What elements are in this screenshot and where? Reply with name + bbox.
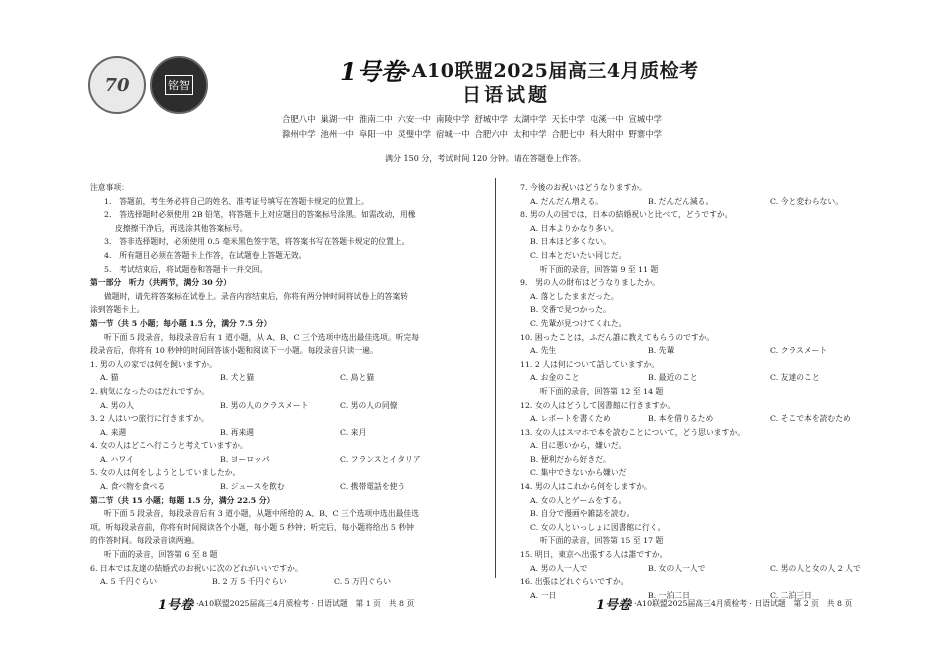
question: 9. 男の人の財布はどうなりましたか。 xyxy=(520,278,660,288)
page-footer-left xyxy=(158,594,414,613)
question-options xyxy=(520,562,880,576)
option[interactable]: C. 先輩が見つけてくれた。 xyxy=(530,318,627,328)
brand-mark: 1号卷 xyxy=(340,57,405,86)
option-b[interactable]: B. 2 万 5 千円ぐらい xyxy=(212,577,287,587)
notice-item: 1. 答题前，考生务必将自己的姓名、准考证号填写在答题卡规定的位置上。 xyxy=(104,196,369,206)
section2-desc: 听下面 5 段录音，每段录音后有 3 道小题，从题中所给的 A、B、C 三个选项中选出最佳选 xyxy=(104,509,420,519)
option-b[interactable]: B. 再来週 xyxy=(220,427,255,437)
schools-row-1 xyxy=(282,112,667,127)
question: 10. 困ったことは，ふだん誰に教えてもらうのですか。 xyxy=(520,332,715,342)
option-a[interactable]: A. ハワイ xyxy=(100,454,134,464)
question: 16. 出張はどれぐらいですか。 xyxy=(520,577,629,587)
option-a[interactable]: A. 食べ物を食べる xyxy=(100,482,166,492)
question-options xyxy=(520,195,880,209)
column-divider xyxy=(495,178,496,578)
option-b[interactable]: B. 男の人のクラスメート xyxy=(220,400,309,410)
option-b[interactable]: B. 一泊二日 xyxy=(648,590,690,600)
option-c[interactable]: C. 携帯電話を使う xyxy=(340,482,406,492)
option[interactable]: A. 日本よりかなり多い。 xyxy=(530,223,619,233)
school-seal-logo xyxy=(88,56,146,114)
option-a[interactable]: A. 先生 xyxy=(530,346,557,356)
option-b[interactable]: B. 最近のこと xyxy=(648,373,698,383)
question-options xyxy=(520,344,880,358)
question-options xyxy=(90,371,485,385)
option[interactable]: B. 日本ほど多くない。 xyxy=(530,237,611,247)
option-c[interactable]: C. 友達のこと xyxy=(770,373,820,383)
question: 4. 女の人はどこへ行こうと考えていますか。 xyxy=(90,441,248,451)
option-b[interactable]: B. だんだん減る。 xyxy=(648,196,714,206)
notice-item: 5. 考试结束后，将试题卷和答题卡一并交回。 xyxy=(104,264,268,274)
school-name: 合肥八中 xyxy=(282,114,316,124)
option-a[interactable]: A. だんだん増える。 xyxy=(530,196,603,206)
option[interactable]: C. 日本とだいたい同じだ。 xyxy=(530,250,627,260)
school-name: 屯溪一中 xyxy=(590,114,624,124)
school-name: 灵璧中学 xyxy=(397,129,431,139)
footer-text: ·A10联盟2025届高三4月质检考 · 日语试题 第 1 页 共 8 页 xyxy=(196,599,415,608)
option-a[interactable]: A. お金のこと xyxy=(530,373,580,383)
left-column xyxy=(90,181,485,589)
school-name: 滁州中学 xyxy=(282,129,316,139)
option-c[interactable]: C. 男の人の同僚 xyxy=(340,400,398,410)
school-seal-logo-number: 70 xyxy=(104,74,130,96)
option[interactable]: B. 交番で見つかった。 xyxy=(530,305,611,315)
footer-brand: 1号卷 xyxy=(596,598,632,613)
option-c[interactable]: C. 二泊三日 xyxy=(770,590,812,600)
page-footer-right xyxy=(596,594,852,613)
option-c[interactable]: C. 今と変わらない。 xyxy=(770,196,844,206)
school-name: 南陵中学 xyxy=(436,114,470,124)
option-c[interactable]: C. 男の人と女の人 2 人で xyxy=(770,563,861,573)
school-name: 池州一中 xyxy=(320,129,354,139)
school-name: 科大附中 xyxy=(590,129,624,139)
question: 5. 女の人は何をしようとしていましたか。 xyxy=(90,468,241,478)
section2-desc: 项。听每段录音前，你将有时间阅读各个小题，每小题 5 秒钟；听完后，每小题将给出 5 秒钟 xyxy=(90,522,414,532)
section1-title: 第一节（共 5 小题；每小题 1.5 分，满分 7.5 分） xyxy=(90,318,272,328)
school-name: 宿城一中 xyxy=(436,129,470,139)
question-options xyxy=(90,575,485,589)
school-name: 舒城中学 xyxy=(474,114,508,124)
option[interactable]: B. 自分で漫画や雑誌を読む。 xyxy=(530,509,635,519)
question-options xyxy=(520,371,880,385)
notice-item: 2. 答选择题时必须使用 2B 铅笔，将答题卡上对应题目的答案标号涂黑。如需改动，用橡 xyxy=(104,210,416,220)
school-name: 阜阳一中 xyxy=(359,129,393,139)
option-b[interactable]: B. 先輩 xyxy=(648,346,675,356)
notice-item: 3. 答非选择题时，必须使用 0.5 毫米黑色签字笔，将答案书写在答题卡规定的位置上。 xyxy=(104,237,410,247)
option-a[interactable]: A. 来週 xyxy=(100,427,127,437)
option-b[interactable]: B. 犬と猫 xyxy=(220,373,255,383)
option-c[interactable]: C. 鳥と猫 xyxy=(340,373,375,383)
notice-item: 4. 所有题目必须在答题卡上作答，在试题卷上答题无效。 xyxy=(104,250,307,260)
section1-desc: 段录音后，你将有 10 秒钟的时间回答该小题和阅读下一小题。每段录音只读一遍。 xyxy=(90,346,378,356)
question-options xyxy=(90,480,485,494)
option-b[interactable]: B. ジュースを飲む xyxy=(220,482,285,492)
question: 13. 女の人はスマホで本を読むことについて，どう思いますか。 xyxy=(520,427,745,437)
question: 1. 男の人の家では何を飼いますか。 xyxy=(90,359,217,369)
question: 7. 今後のお祝いはどうなりますか。 xyxy=(520,183,647,192)
question: 12. 女の人はどうして図書館に行きますか。 xyxy=(520,400,676,410)
section-hint: 听下面的录音，回答第 9 至 11 题 xyxy=(540,264,659,274)
right-column xyxy=(520,181,880,602)
option-b[interactable]: B. 女の人一人で xyxy=(648,563,706,573)
option[interactable]: B. 便利だから好きだ。 xyxy=(530,454,611,464)
option[interactable]: A. 目に悪いから，嫌いだ。 xyxy=(530,441,627,451)
part1-desc: 做题时，请先将答案标在试卷上。录音内容结束后，你将有两分钟时间将试卷上的答案转 xyxy=(104,291,409,301)
education-logo xyxy=(150,56,208,114)
school-name: 天长中学 xyxy=(551,114,585,124)
section2-desc: 的作答时间。每段录音读两遍。 xyxy=(90,536,200,546)
school-name: 太湖中学 xyxy=(513,114,547,124)
notice-item-continued: 皮擦擦干净后，再选涂其他答案标号。 xyxy=(115,223,248,233)
section1-desc: 听下面 5 段录音，每段录音后有 1 道小题，从 A、B、C 三个选项中选出最佳选项。听完每 xyxy=(104,332,420,342)
option-a[interactable]: A. 5 千円ぐらい xyxy=(100,577,158,587)
education-logo-text: 铭智 xyxy=(165,75,193,95)
exam-title-text: ·A10联盟2025届高三4月质检考 xyxy=(404,60,699,82)
question-options xyxy=(90,426,485,440)
option[interactable]: C. 集中できないから嫌いだ xyxy=(530,468,627,478)
school-name: 合肥七中 xyxy=(551,129,585,139)
option-a[interactable]: A. 男の人 xyxy=(100,400,134,410)
question: 14. 男の人はこれから何をしますか。 xyxy=(520,482,652,492)
option-a[interactable]: A. 猫 xyxy=(100,373,119,383)
question-options xyxy=(520,412,880,426)
option-c[interactable]: C. フランスとイタリア xyxy=(340,454,421,464)
option-c[interactable]: C. 5 万円ぐらい xyxy=(334,577,392,587)
option-a[interactable]: A. レポートを書くため xyxy=(530,414,611,424)
schools-list xyxy=(282,112,667,142)
option-b[interactable]: B. ヨーロッパ xyxy=(220,454,270,464)
option-c[interactable]: C. クラスメート xyxy=(770,346,828,356)
school-name: 淮南二中 xyxy=(359,114,393,124)
footer-brand: 1号卷 xyxy=(158,598,194,613)
section2-title: 第二节（共 15 小题；每题 1.5 分，满分 22.5 分） xyxy=(90,495,275,505)
question: 15. 明日，東京へ出張する人は誰ですか。 xyxy=(520,550,668,560)
school-name: 巢湖一中 xyxy=(320,114,354,124)
option-c[interactable]: C. そこで本を読むため xyxy=(770,414,851,424)
question: 3. 2 人はいつ旅行に行きますか。 xyxy=(90,414,209,424)
question: 8. 男の人の国では，日本の結婚祝いと比べて，どうですか。 xyxy=(520,210,733,220)
option-a[interactable]: A. 一日 xyxy=(530,590,557,600)
part1-desc: 涂到答题卡上。 xyxy=(90,305,145,315)
option-a[interactable]: A. 男の人一人で xyxy=(530,563,588,573)
question: 11. 2 人は何について話していますか。 xyxy=(520,359,660,369)
question: 6. 日本では友達の結婚式のお祝いに次のどれがいいですか。 xyxy=(90,563,303,573)
section-hint: 听下面的录音，回答第 12 至 14 题 xyxy=(540,386,664,396)
school-name: 合肥六中 xyxy=(474,129,508,139)
option[interactable]: C. 女の人といっしょに図書館に行く。 xyxy=(530,522,666,532)
school-name: 野寨中学 xyxy=(628,129,662,139)
question: 2. 病気になったのはだれですか。 xyxy=(90,386,210,396)
footer-text: ·A10联盟2025届高三4月质检考 · 日语试题 第 2 页 共 8 页 xyxy=(634,599,853,608)
part1-title: 第一部分 听力（共两节，满分 30 分） xyxy=(90,278,232,288)
option-b[interactable]: B. 本を借りるため xyxy=(648,414,714,424)
question-options xyxy=(90,399,485,413)
option[interactable]: A. 女の人とゲームをする。 xyxy=(530,495,627,505)
question-options xyxy=(90,453,485,467)
schools-row-2 xyxy=(282,127,667,142)
section2-hint: 听下面的录音，回答第 6 至 8 题 xyxy=(104,550,218,560)
exam-info: 满分 150 分，考试时间 120 分钟。请在答题卷上作答。 xyxy=(385,154,586,163)
school-name: 六安一中 xyxy=(397,114,431,124)
school-name: 宣城中学 xyxy=(628,114,662,124)
notice-title: 注意事项： xyxy=(90,183,129,192)
option[interactable]: A. 落としたままだった。 xyxy=(530,291,619,301)
section-hint: 听下面的录音，回答第 15 至 17 题 xyxy=(540,536,664,546)
exam-subtitle: 日语试题 xyxy=(462,84,551,106)
school-name: 太和中学 xyxy=(513,129,547,139)
option-c[interactable]: C. 来月 xyxy=(340,427,367,437)
